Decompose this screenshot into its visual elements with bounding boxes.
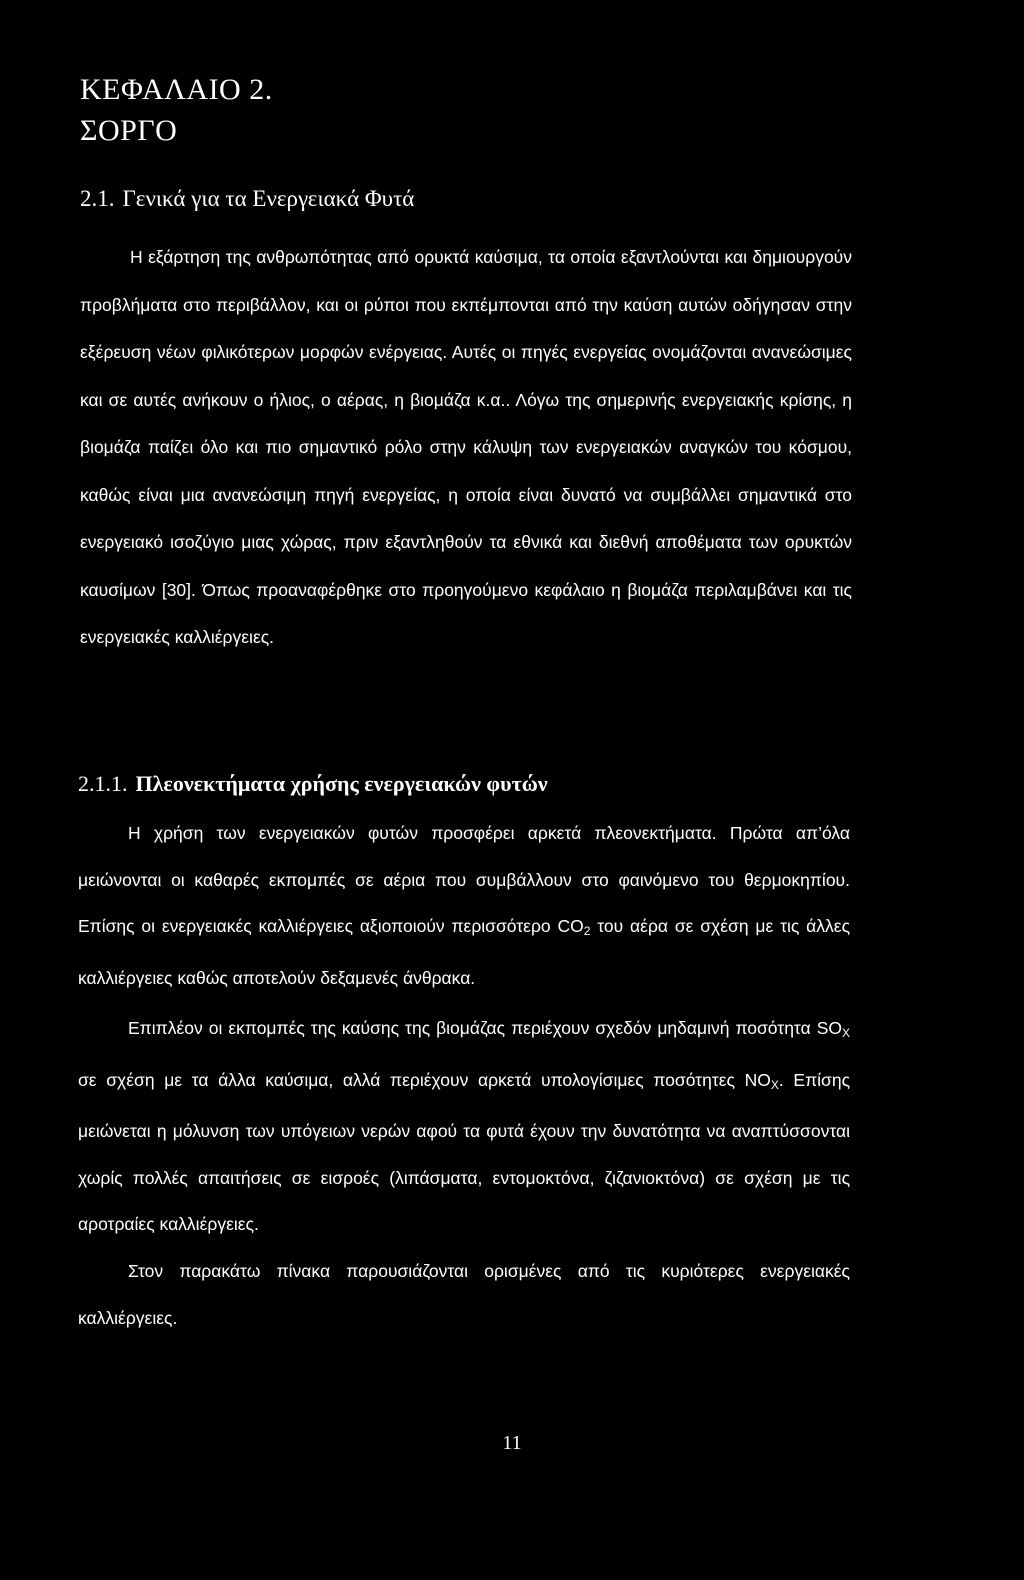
advantages-paragraph-2 <box>78 1005 850 1248</box>
paragraph-text: Επιπλέον οι εκπομπές της καύσης της βιομάζας περιέχουν σχεδόν μηδαμινή ποσότητα SO <box>128 1018 842 1038</box>
section-title: Γενικά για τα Ενεργειακά Φυτά <box>122 186 415 211</box>
subsection-number: 2.1.1. <box>78 771 128 796</box>
subscript: X <box>841 1026 850 1040</box>
section-heading-2-1 <box>80 186 414 212</box>
advantages-paragraph-1 <box>78 810 850 1001</box>
chapter-heading <box>80 70 273 151</box>
paragraph-text: . Επίσης μειώνεται η μόλυνση των υπόγειων νερών αφού τα φυτά έχουν την δυνατότητα να αναπτύσσονται χωρίς πολλές απαιτήσεις σε εισροές (λιπάσματα, εντομοκτόνα, ζιζανιοκτόνα) σε σχέση με τις αροτραίες καλλιέργειες. <box>78 1069 851 1234</box>
section-heading-2-1-1 <box>78 771 548 797</box>
subsection-title: Πλεονεκτήματα χρήσης ενεργειακών φυτών <box>135 771 548 796</box>
subscript: X <box>770 1077 779 1092</box>
page-number: 11 <box>502 1432 522 1454</box>
paragraph-text: σε σχέση με τα άλλα καύσιμα, αλλά περιέχουν αρκετά υπολογίσιμες ποσότητες NO <box>78 1069 771 1090</box>
chapter-number: ΚΕΦΑΛΑΙΟ 2. <box>80 73 273 106</box>
advantages-paragraph-3: Στον παρακάτω πίνακα παρουσιάζονται ορισμένες από τις κυριότερες ενεργειακές καλλιέργειες. <box>78 1261 850 1328</box>
paragraph-text: Η χρήση των ενεργειακών φυτών προσφέρει αρκετά πλεονεκτήματα. Πρώτα απ’όλα μειώνονται οι καθαρές εκπομπές σε αέρια που συμβάλλουν στο φαινόμενο του θερμοκηπίου. Επίσης οι ενεργειακές καλλιέργειες αξιοποιούν περισσότερο CO <box>78 823 850 936</box>
paragraph-text: του αέρα σε σχέση με τις άλλες καλλιέργειες καθώς αποτελούν δεξαμενές άνθρακα. <box>78 916 850 988</box>
section-number: 2.1. <box>80 186 115 211</box>
subscript: 2 <box>583 924 591 938</box>
section-2-1-paragraph: Η εξάρτηση της ανθρωπότητας από ορυκτά καύσιμα, τα οποία εξαντλούνται και δημιουργούν προβλήματα στο περιβάλλον, και οι ρύποι που εκπέμπονται από την καύση αυτών οδήγησαν στην εξέρευση νέων φιλικότερων μορφών ενέργειας. Αυτές οι πηγές ενεργείας ονομάζονται ανανεώσιμες και σε αυτές ανήκουν ο ήλιος, ο αέρας, η βιομάζα κ.α.. Λόγω της σημερινής ενεργειακής κρίσης, η βιομάζα παίζει όλο και πιο σημαντικό ρόλο στην κάλυψη των ενεργειακών αναγκών του κόσμου, καθώς είναι μια ανανεώσιμη πηγή ενεργείας, η οποία είναι δυνατό να συμβάλλει σημαντικά στο ενεργειακό ισοζύγιο μιας χώρας, πριν εξαντληθούν τα εθνικά και διεθνή αποθέματα των ορυκτών καυσίμων [30]. Όπως προαναφέρθηκε στο προηγούμενο κεφάλαιο η βιομάζα περιλαμβάνει και τις ενεργειακές καλλιέργειες. <box>80 247 852 647</box>
chapter-title: ΣΟΡΓΟ <box>80 113 178 147</box>
